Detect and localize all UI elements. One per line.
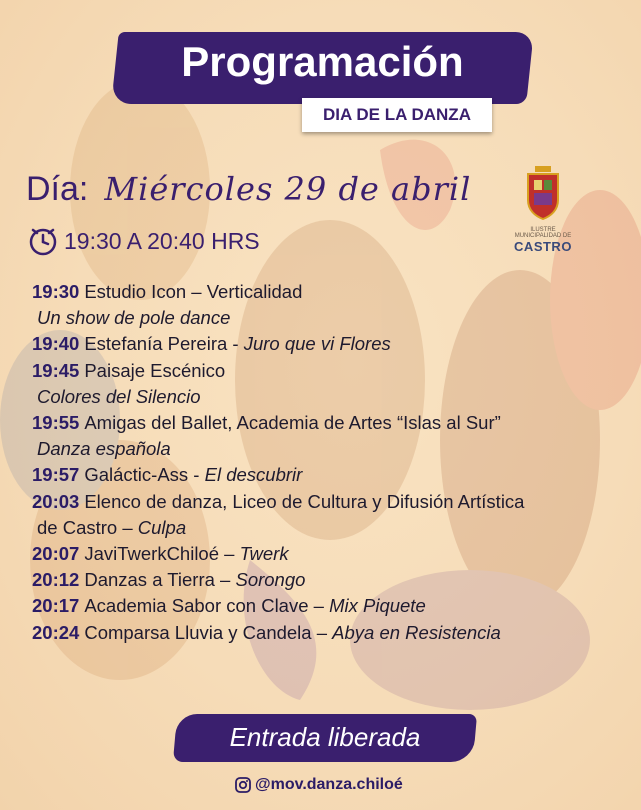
entry-text: Elenco de danza, Liceo de Cultura y Difusión Artística (84, 490, 525, 512)
program-entry (32, 515, 592, 541)
logo-caption: ILUSTRE MUNICIPALIDAD DE (514, 227, 572, 239)
instagram-icon (235, 777, 251, 793)
entry-italic: Culpa (137, 516, 187, 538)
social-handle-row (235, 776, 403, 794)
entry-text: Amigas del Ballet, Academia de Artes “Islas al Sur” (84, 412, 501, 434)
entry-italic: Abya en Resistencia (332, 621, 501, 643)
entry-time: 19:40 (32, 333, 80, 355)
date-label: Día: (26, 170, 89, 208)
date-row (26, 170, 471, 220)
program-list (32, 279, 592, 646)
entry-italic: Juro que vi Flores (243, 333, 391, 355)
entry-time: 20:07 (32, 543, 80, 565)
entry-time: 19:45 (32, 359, 80, 381)
entry-text: Comparsa Lluvia y Candela – (84, 621, 333, 643)
clock-icon (28, 226, 58, 256)
municipality-logo (508, 166, 578, 254)
page-title: Programación (181, 38, 464, 85)
program-entry (32, 541, 592, 567)
entry-italic: Mix Piquete (329, 595, 426, 617)
entry-italic: El descubrir (204, 464, 303, 486)
program-entry (32, 384, 592, 410)
time-range: 19:30 A 20:40 HRS (64, 227, 260, 254)
program-entry (32, 567, 592, 593)
program-entry (32, 462, 592, 488)
instagram-handle[interactable]: @mov.danza.chiloé (255, 776, 403, 793)
entry-italic: Sorongo (235, 569, 306, 591)
entry-italic: Twerk (239, 543, 289, 565)
entry-time: 19:57 (32, 464, 80, 486)
entry-text: Estefanía Pereira - (84, 333, 244, 355)
program-entry (32, 358, 592, 384)
program-entry (32, 436, 592, 462)
entry-italic: Danza española (37, 438, 171, 460)
program-entry (32, 620, 592, 646)
logo-name: CASTRO (514, 239, 572, 254)
program-entry (32, 279, 592, 305)
program-entry (32, 410, 592, 436)
entry-text: Danzas a Tierra – (84, 569, 236, 591)
program-entry (32, 489, 592, 515)
entry-text: Academia Sabor con Clave – (84, 595, 330, 617)
entry-text: de Castro – (37, 516, 138, 538)
coat-of-arms-icon (525, 166, 561, 220)
entry-time: 19:55 (32, 412, 80, 434)
date-value: Miércoles 29 de abril (104, 170, 472, 208)
entry-text: Paisaje Escénico (84, 359, 226, 381)
free-entry-label: Entrada liberada (229, 722, 421, 752)
program-entry (32, 305, 592, 331)
entry-time: 20:17 (32, 595, 80, 617)
entry-italic: Un show de pole dance (37, 307, 231, 329)
entry-time: 20:24 (32, 621, 80, 643)
entry-time: 20:03 (32, 490, 80, 512)
entry-text: Galáctic-Ass - (84, 464, 205, 486)
entry-text: JaviTwerkChiloé – (84, 543, 240, 565)
entry-time: 19:30 (32, 281, 80, 302)
time-row (28, 226, 260, 256)
program-entry (32, 593, 592, 619)
entry-time: 20:12 (32, 569, 80, 591)
event-subtitle: DIA DE LA DANZA (302, 98, 492, 132)
entry-text: Estudio Icon – Verticalidad (84, 281, 303, 302)
entry-italic: Colores del Silencio (37, 385, 201, 407)
program-entry (32, 331, 592, 357)
